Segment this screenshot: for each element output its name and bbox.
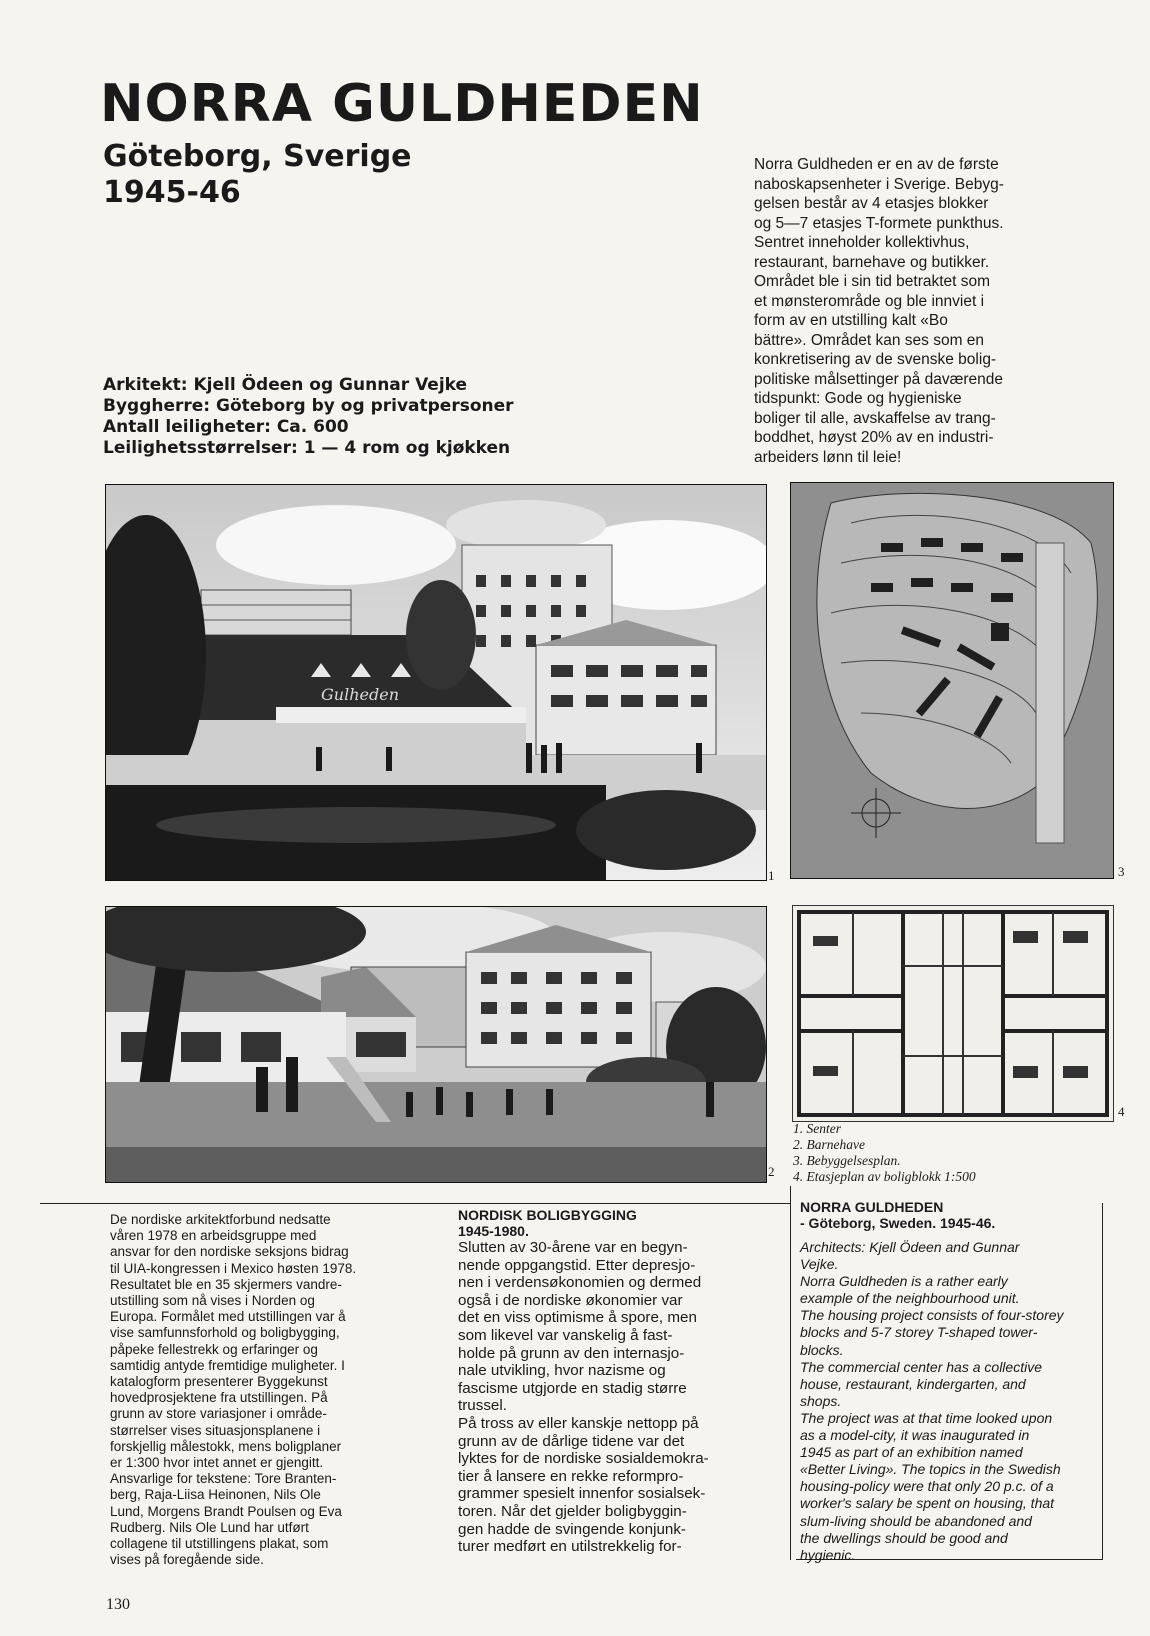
col3-line: blocks and 5-7 storey T-shaped tower- (800, 1324, 1038, 1341)
col2-line: også i de nordiske økonomier var (458, 1291, 683, 1309)
col2-heading-1: NORDISK BOLIGBYGGING (458, 1207, 637, 1223)
photo-kindergarten-image (106, 907, 766, 1182)
col2-line: turer medført en utilstrekkelig for- (458, 1538, 682, 1556)
col1-line: Rudberg. Nils Ole Lund har utført (110, 1519, 309, 1535)
col3-line: The housing project consists of four-storey (800, 1307, 1064, 1324)
col3-line: Norra Guldheden is a rather early (800, 1273, 1008, 1290)
fig2-number: 2 (768, 1164, 775, 1179)
col3-line: as a model-city, it was inaugurated in (800, 1427, 1030, 1444)
caption-1: 1. Senter (793, 1121, 841, 1136)
col2-line: grammer spesielt innenfor sosialsek- (458, 1485, 706, 1503)
intro-line: et mønsterområde og ble innviet i (754, 292, 985, 310)
figure-captions (793, 1121, 976, 1185)
intro-line: restaurant, barnehave og butikker. (754, 253, 990, 271)
photo-center (105, 484, 767, 881)
col1-line: hovedprosjektene fra utstillingen. På (110, 1390, 328, 1406)
fact-sizes: Leilighetsstørrelser: 1 — 4 rom og kjøkken (103, 438, 511, 458)
page-title: NORRA GULDHEDEN (100, 74, 704, 134)
col3-line: housing-policy were that only 20 p.c. of a (800, 1478, 1054, 1495)
intro-line: konkretisering av de svenske bolig- (754, 351, 997, 368)
page-number: 130 (106, 1596, 130, 1613)
col2-line: grunn av de dårlige tidene var det (458, 1432, 685, 1450)
col1-line: Europa. Formålet med utstillingen var å (110, 1309, 346, 1325)
col2-line: som likevel var vanskelig å fast- (458, 1326, 673, 1344)
site-plan (790, 482, 1114, 879)
intro-line: Norra Guldheden er en av de første (754, 156, 999, 173)
col1-line: forskjellig målestokk, mens boligplaner (110, 1438, 342, 1454)
col1-line: utstilling som nå vises i Norden og (110, 1293, 315, 1309)
col3-line: «Better Living». The topics in the Swedish (800, 1461, 1061, 1478)
col1-line: vise samfunnsforhold og boligbygging, (110, 1325, 340, 1341)
col3-heading-2: - Göteborg, Sweden. 1945-46. (800, 1215, 996, 1231)
exhibition-text (110, 1212, 356, 1568)
subtitle (103, 139, 412, 211)
col1-line: collagene til utstillingens plakat, som (110, 1536, 329, 1552)
fact-developer: Byggherre: Göteborg by og privatpersoner (103, 396, 514, 416)
col1-line: grunn av store variasjoner i område- (110, 1406, 327, 1422)
intro-line: gelsen består av 4 etasjes blokker (754, 195, 989, 212)
intro-line: arbeiders lønn til leie! (754, 448, 902, 466)
fig4-number: 4 (1118, 1104, 1125, 1119)
col2-line: toren. Når det gjelder boligbyggin- (458, 1502, 687, 1520)
col2-line: nale utvikling, hvor nazisme og (458, 1362, 666, 1380)
col3-line: The commercial center has a collective (800, 1358, 1042, 1375)
caption-2: 2. Barnehave (793, 1137, 865, 1152)
col1-line: til UIA-kongressen i Mexico høsten 1978. (110, 1260, 357, 1276)
intro-text (754, 155, 1004, 467)
col1-line: Ansvarlige for tekstene: Tore Branten- (110, 1471, 337, 1487)
floor-plan (792, 905, 1114, 1122)
fig3-number: 3 (1118, 864, 1125, 879)
col1-line: størrelser vises situasjonsplanene i (110, 1422, 321, 1438)
col2-line: nende oppgangstid. Etter depresjo- (458, 1256, 696, 1274)
intro-line: naboskapsenheter i Sverige. Bebyg- (754, 175, 1004, 193)
intro-line: boliger til alle, avskaffelse av trang- (754, 409, 996, 427)
col2-line: tier å lansere en rekke reformpro- (458, 1467, 684, 1485)
col2-heading-2: 1945-1980. (458, 1223, 529, 1239)
col2-line: holde på grunn av den internasjo- (458, 1344, 685, 1362)
project-facts (103, 375, 514, 459)
section-rule (40, 1203, 790, 1204)
col3-line: hygienic. (800, 1546, 856, 1563)
col1-line: samtidig antyde fremtidige muligheter. I (110, 1357, 345, 1373)
nordic-housing-text (458, 1207, 709, 1556)
caption-3: 3. Bebyggelsesplan. (793, 1153, 901, 1168)
col3-line: blocks. (800, 1341, 844, 1358)
col2-line: fascisme utgjorde en stadig større (458, 1379, 687, 1397)
intro-line: Området ble i sin tid betraktet som (754, 273, 991, 290)
col2-line: det en viss optimisme å spore, men (458, 1309, 697, 1327)
english-summary (800, 1199, 1064, 1564)
col2-line: nen i verdensøkonomien og dermed (458, 1274, 702, 1292)
col1-line: påpeke fellestrekk og erfaringer og (110, 1341, 318, 1357)
col1-line: Lund, Morgens Brandt Poulsen og Eva (110, 1503, 342, 1519)
intro-line: form av en utstilling kalt «Bo (754, 312, 948, 329)
col3-line: slum-living should be abandoned and (800, 1512, 1032, 1529)
subtitle-location: Göteborg, Sverige (103, 139, 412, 174)
col1-line: er 1:300 hvor intet annet er gjengitt. (110, 1455, 324, 1471)
col3-line: Architects: Kjell Ödeen and Gunnar (800, 1239, 1020, 1255)
col3-line: worker's salary be spent on housing, that (800, 1495, 1055, 1512)
col3-line: the dwellings should be good and (800, 1529, 1008, 1546)
col2-line: gen hadde de svingende konjunk- (458, 1520, 686, 1538)
col3-line: 1945 as part of an exhibition named (800, 1444, 1023, 1461)
col3-line: example of the neighbourhood unit. (800, 1290, 1020, 1307)
fig1-number: 1 (768, 868, 775, 883)
col3-heading-1: NORRA GULDHEDEN (800, 1199, 944, 1215)
caption-4: 4. Etasjeplan av boligblokk 1:500 (793, 1169, 976, 1184)
intro-line: politiske målsettinger på daværende (754, 370, 1003, 388)
intro-line: tidspunkt: Gode og hygieniske (754, 390, 962, 407)
photo-kindergarten (105, 906, 767, 1183)
floor-plan-drawing (793, 906, 1113, 1121)
subtitle-years: 1945-46 (103, 175, 241, 210)
col1-line: ansvar for den nordiske seksjons bidrag (110, 1244, 349, 1260)
intro-line: bättre». Området kan ses som en (754, 331, 985, 349)
col1-line: De nordiske arkitektforbund nedsatte (110, 1212, 331, 1227)
col2-line: Slutten av 30-årene var en begyn- (458, 1239, 688, 1256)
col3-line: house, restaurant, kindergarten, and (800, 1375, 1026, 1392)
col2-line: På tross av eller kanskje nettopp på (458, 1414, 699, 1432)
col3-line: shops. (800, 1392, 842, 1409)
col1-line: katalogform presenterer Byggekunst (110, 1374, 328, 1390)
col3-line: Vejke. (800, 1256, 839, 1273)
col1-line: berg, Raja-Liisa Heinonen, Nils Ole (110, 1487, 321, 1503)
restaurant-sign: Gulheden (321, 685, 399, 704)
intro-line: og 5—7 etasjes T-formete punkthus. (754, 214, 1004, 232)
col3-line: The project was at that time looked upon (800, 1409, 1053, 1426)
col1-line: våren 1978 en arbeidsgruppe med (110, 1228, 317, 1244)
col2-line: trussel. (458, 1397, 507, 1415)
column-divider (790, 1186, 791, 1560)
photo-center-image (106, 485, 766, 880)
site-plan-drawing (791, 483, 1113, 878)
col1-line: vises på foregående side. (110, 1552, 264, 1568)
fact-apartments: Antall leiligheter: Ca. 600 (103, 417, 349, 437)
col1-line: Resultatet ble en 35 skjermers vandre- (110, 1276, 342, 1292)
fact-architect: Arkitekt: Kjell Ödeen og Gunnar Vejke (103, 375, 468, 395)
intro-line: Sentret inneholder kollektivhus, (754, 234, 970, 251)
col2-line: lyktes for de nordiske sosialdemokra- (458, 1450, 709, 1468)
intro-line: boddhet, høyst 20% av en industri- (754, 429, 994, 446)
